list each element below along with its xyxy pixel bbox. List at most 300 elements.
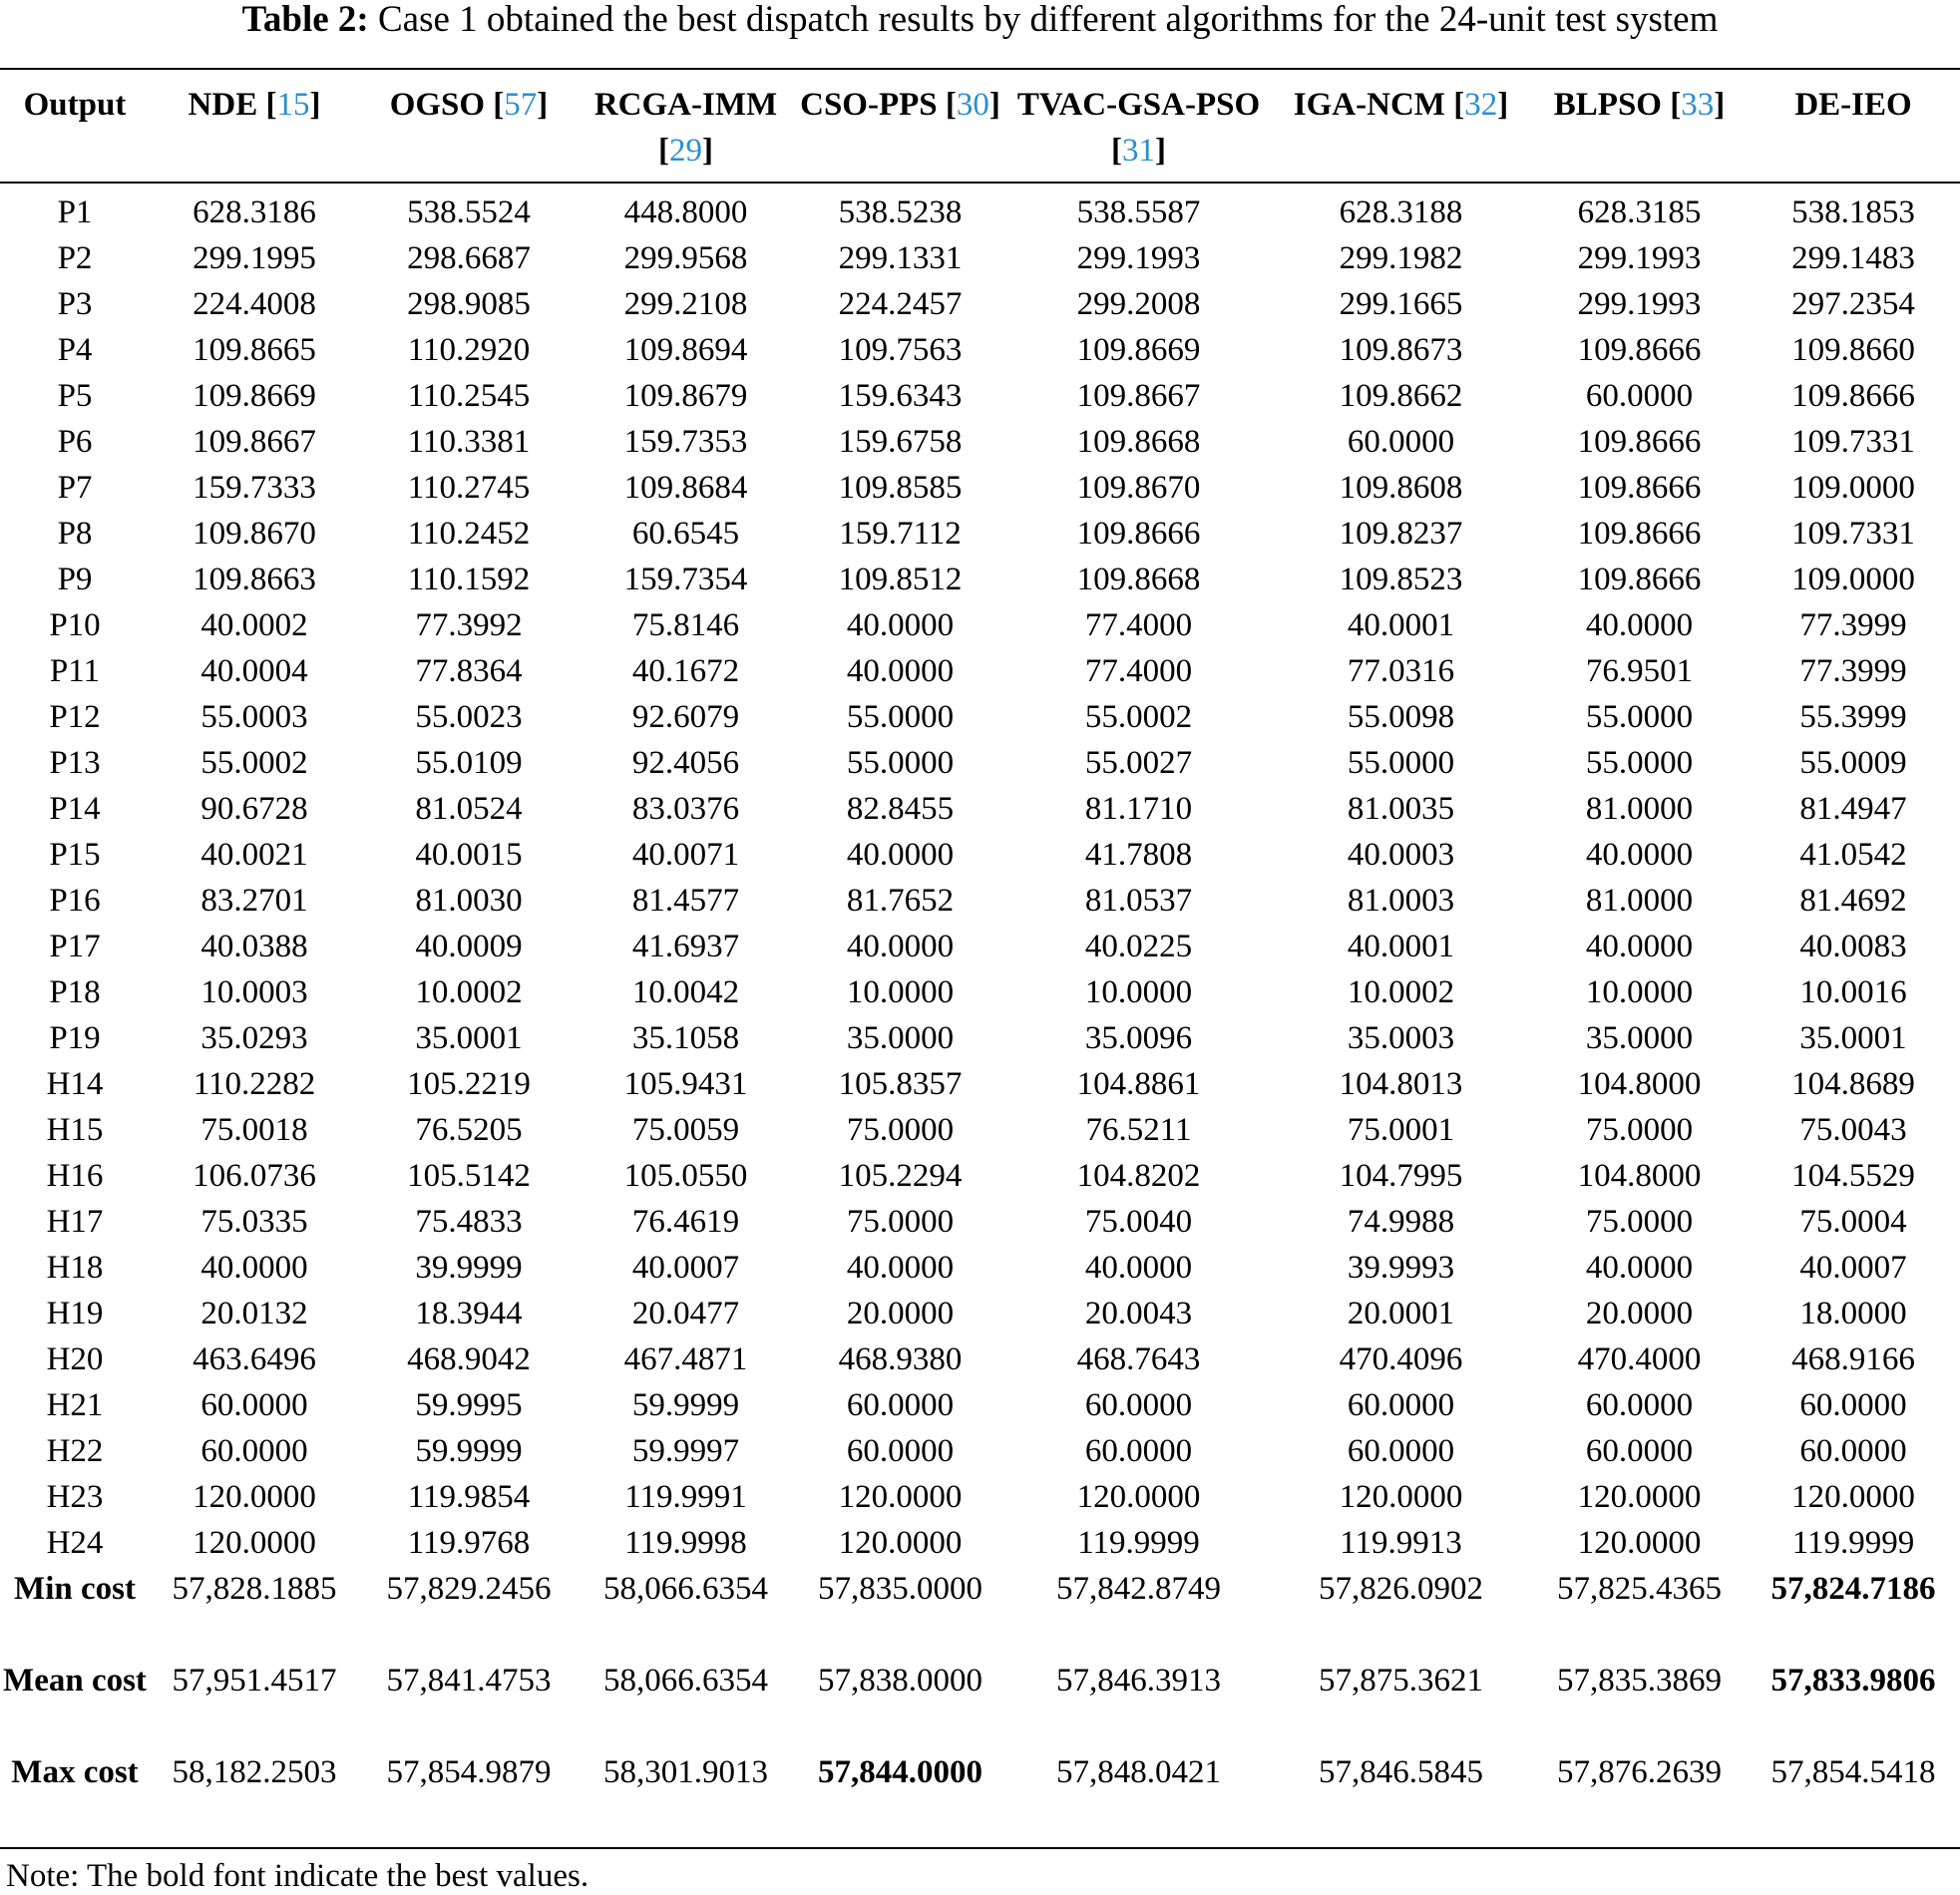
column-header [0, 69, 150, 183]
table-cell: 90.6728 [200, 791, 308, 827]
table-cell: 110.2452 [407, 516, 531, 552]
table-cell: 105.2219 [407, 1066, 531, 1102]
table-cell: 40.0004 [200, 653, 308, 689]
table-cell: 628.3186 [193, 194, 316, 230]
citation-link[interactable]: 30 [956, 87, 989, 123]
table-cell: 299.1995 [193, 240, 316, 276]
table-row [0, 511, 1960, 557]
citation-link[interactable]: 15 [276, 87, 310, 123]
table-cell: 76.4619 [631, 1204, 740, 1240]
table-cell: 60.0000 [200, 1433, 308, 1469]
table-cell: 468.9042 [407, 1341, 531, 1377]
table-cell: 82.8455 [846, 791, 955, 827]
table-cell: 119.9768 [407, 1525, 531, 1561]
table-cell: 81.0000 [1585, 883, 1694, 919]
row-label: P11 [49, 653, 101, 689]
table-cell: 57,835.3869 [1557, 1663, 1722, 1699]
table-row [0, 969, 1960, 1015]
table-cell: 104.8000 [1577, 1066, 1702, 1102]
table-cell: 75.0000 [1585, 1112, 1694, 1148]
best-value-cell: 57,844.0000 [818, 1754, 982, 1790]
table-cell: 40.0000 [1585, 837, 1694, 873]
table-cell: 109.8673 [1339, 332, 1463, 368]
table-row [0, 327, 1960, 373]
table-cell: 60.0000 [1585, 378, 1694, 414]
table-cell: 109.8585 [838, 470, 963, 506]
table-cell: 35.0096 [1084, 1020, 1193, 1056]
row-label: P13 [49, 745, 101, 781]
row-label: P14 [49, 791, 101, 827]
table-cell: 76.5211 [1085, 1112, 1192, 1148]
table-cell: 57,842.8749 [1056, 1571, 1221, 1607]
table-cell: 40.0000 [846, 1250, 955, 1286]
table-cell: 60.0000 [846, 1387, 955, 1423]
table-cell: 109.8662 [1339, 378, 1463, 414]
table-cell: 628.3188 [1339, 194, 1463, 230]
table-cell: 299.2108 [623, 286, 748, 322]
table-cell: 74.9988 [1347, 1204, 1455, 1240]
table-cell: 57,846.3913 [1056, 1663, 1221, 1699]
table-cell: 299.1993 [1577, 240, 1702, 276]
row-label: P9 [57, 562, 93, 597]
table-cell: 298.6687 [407, 240, 531, 276]
table-body [0, 183, 1960, 1848]
row-label: P5 [57, 378, 93, 414]
row-label: H24 [46, 1525, 104, 1561]
table-cell: 35.0293 [200, 1020, 308, 1056]
summary-row-label: Mean cost [3, 1663, 147, 1699]
table-cell: 110.2545 [407, 378, 531, 414]
table-cell: 81.1710 [1084, 791, 1193, 827]
table-cell: 448.8000 [623, 194, 748, 230]
column-header-name: TVAC-GSA-PSO [1016, 87, 1261, 123]
table-cell: 81.4577 [631, 883, 740, 919]
table-cell: 109.8679 [623, 378, 748, 414]
table-cell: 104.8689 [1791, 1066, 1915, 1102]
table-cell: 20.0001 [1347, 1296, 1455, 1331]
table-cell: 81.4947 [1799, 791, 1907, 827]
table-cell: 81.0030 [415, 883, 523, 919]
citation-link[interactable]: 57 [504, 87, 538, 123]
table-cell: 55.0000 [1585, 699, 1694, 735]
table-cell: 159.6758 [838, 424, 963, 460]
column-header: OGSO [57] [389, 87, 549, 123]
table-cell: 55.0000 [1347, 745, 1455, 781]
table-cell: 109.0000 [1791, 562, 1915, 597]
table-cell: 109.8669 [193, 378, 316, 414]
table-cell: 538.1853 [1791, 194, 1915, 230]
table-cell: 55.0027 [1084, 745, 1193, 781]
table-cell: 60.0000 [1084, 1433, 1193, 1469]
citation-link[interactable]: 33 [1681, 87, 1715, 123]
column-header: RCGA-IMM [29] [593, 87, 778, 169]
column-header: BLPSO [33] [1553, 87, 1726, 123]
row-label: P8 [57, 516, 93, 552]
table-cell: 297.2354 [1791, 286, 1915, 322]
table-header [0, 69, 1960, 183]
table-caption [0, 0, 1960, 40]
table-cell: 110.1592 [407, 562, 531, 597]
table-cell: 109.8666 [1076, 516, 1201, 552]
table-cell: 40.0001 [1347, 607, 1455, 643]
table-cell: 60.0000 [1347, 424, 1455, 460]
table-cell: 468.9380 [838, 1341, 963, 1377]
table-cell: 60.6545 [631, 516, 740, 552]
table-cell: 60.0000 [1084, 1387, 1193, 1423]
citation-link[interactable]: 29 [669, 133, 702, 169]
table-cell: 55.3999 [1799, 699, 1907, 735]
table-row [0, 183, 1960, 235]
table-cell: 109.8666 [1577, 562, 1702, 597]
table-cell: 55.0003 [200, 699, 308, 735]
table-cell: 109.7331 [1791, 424, 1915, 460]
table-cell: 109.8660 [1791, 332, 1915, 368]
table-row [0, 832, 1960, 878]
table-row [0, 1153, 1960, 1199]
table-cell: 40.0007 [631, 1250, 740, 1286]
table-cell: 60.0000 [200, 1387, 308, 1423]
table-cell: 159.6343 [838, 378, 963, 414]
row-label: H14 [46, 1066, 104, 1102]
table-cell: 57,825.4365 [1557, 1571, 1722, 1607]
table-cell: 75.0004 [1799, 1204, 1907, 1240]
row-label: H18 [46, 1250, 104, 1286]
table-cell: 75.0043 [1799, 1112, 1907, 1148]
best-value-cell: 57,833.9806 [1770, 1663, 1936, 1699]
table-cell: 58,066.6354 [603, 1663, 768, 1699]
table-cell: 75.0040 [1084, 1204, 1193, 1240]
table-cell: 10.0000 [1084, 974, 1193, 1010]
table-row [0, 1520, 1960, 1566]
header-row [0, 69, 1960, 183]
table-row [0, 235, 1960, 281]
table-cell: 40.0007 [1799, 1250, 1907, 1286]
table-cell: 109.8512 [838, 562, 963, 597]
table-cell: 159.7353 [623, 424, 748, 460]
table-cell: 109.8523 [1339, 562, 1463, 597]
table-cell: 75.0000 [846, 1204, 955, 1240]
row-label: H17 [46, 1204, 104, 1240]
column-header-name: DE-IEO [1794, 87, 1912, 123]
table-cell: 119.9913 [1340, 1525, 1462, 1561]
table-cell: 10.0000 [846, 974, 955, 1010]
table-cell: 224.4008 [193, 286, 316, 322]
column-header-name: Output [23, 87, 127, 123]
table-cell: 75.0000 [846, 1112, 955, 1148]
table-cell: 77.3999 [1799, 607, 1907, 643]
table-cell: 40.0000 [1585, 929, 1694, 964]
table-cell: 109.0000 [1791, 470, 1915, 506]
table-cell: 104.8013 [1339, 1066, 1463, 1102]
table-cell: 83.0376 [631, 791, 740, 827]
column-header: TVAC-GSA-PSO [31] [1016, 87, 1261, 169]
row-label: H22 [46, 1433, 104, 1469]
table-cell: 299.2008 [1076, 286, 1201, 322]
best-value-cell: 57,824.7186 [1770, 1571, 1936, 1607]
table-cell: 75.8146 [631, 607, 740, 643]
row-label: H15 [46, 1112, 104, 1148]
table-cell: 59.9999 [631, 1387, 740, 1423]
table-row [0, 1474, 1960, 1520]
table-cell: 20.0000 [1585, 1296, 1694, 1331]
table-cell: 299.1993 [1577, 286, 1702, 322]
table-cell: 55.0000 [846, 745, 955, 781]
table-cell: 299.1982 [1339, 240, 1463, 276]
table-cell: 109.8670 [193, 516, 316, 552]
table-cell: 468.7643 [1076, 1341, 1201, 1377]
summary-row-label: Min cost [14, 1571, 136, 1607]
table-cell: 55.0009 [1799, 745, 1907, 781]
table-cell: 81.0003 [1347, 883, 1455, 919]
table-cell: 105.0550 [623, 1158, 748, 1194]
table-cell: 60.0000 [1347, 1387, 1455, 1423]
table-cell: 76.5205 [415, 1112, 523, 1148]
table-row [0, 602, 1960, 648]
table-cell: 40.0009 [415, 929, 523, 964]
table-cell: 77.4000 [1084, 607, 1193, 643]
table-cell: 60.0000 [1799, 1387, 1907, 1423]
table-cell: 105.2294 [838, 1158, 963, 1194]
table-cell: 299.1331 [838, 240, 963, 276]
table-cell: 20.0043 [1084, 1296, 1193, 1331]
table-row [0, 1291, 1960, 1336]
summary-row-label: Max cost [11, 1754, 139, 1790]
table-cell: 109.8666 [1577, 332, 1702, 368]
table-cell: 57,854.5418 [1770, 1754, 1936, 1790]
table-cell: 77.3992 [415, 607, 523, 643]
table-cell: 10.0003 [200, 974, 308, 1010]
table-cell: 18.3944 [415, 1296, 523, 1331]
row-label: H16 [46, 1158, 104, 1194]
row-label: H23 [46, 1479, 104, 1515]
table-cell: 104.8000 [1577, 1158, 1702, 1194]
table-cell: 10.0000 [1585, 974, 1694, 1010]
table-row [0, 557, 1960, 602]
row-label: P6 [57, 424, 93, 460]
summary-row [0, 1566, 1960, 1658]
table-cell: 628.3185 [1577, 194, 1702, 230]
table-cell: 81.0537 [1084, 883, 1193, 919]
row-label: P19 [49, 1020, 101, 1056]
table-cell: 119.9999 [1791, 1525, 1915, 1561]
table-cell: 120.0000 [1577, 1479, 1702, 1515]
row-label: P18 [49, 974, 101, 1010]
caption-text: Case 1 obtained the best dispatch results by different algorithms for the 24-unit test system [378, 0, 1719, 40]
table-cell: 57,828.1885 [172, 1571, 337, 1607]
table-cell: 470.4096 [1339, 1341, 1463, 1377]
table-cell: 104.7995 [1339, 1158, 1463, 1194]
table-cell: 109.8670 [1076, 470, 1201, 506]
table-row [0, 1015, 1960, 1061]
table-cell: 470.4000 [1577, 1341, 1702, 1377]
table-cell: 109.8668 [1076, 424, 1201, 460]
table-cell: 40.1672 [631, 653, 740, 689]
table-cell: 60.0000 [1347, 1433, 1455, 1469]
table-cell: 40.0021 [200, 837, 308, 873]
table-cell: 120.0000 [193, 1525, 316, 1561]
row-label: P3 [57, 286, 93, 322]
table-cell: 40.0000 [846, 929, 955, 964]
citation-link[interactable]: 31 [1122, 133, 1155, 169]
table-cell: 92.6079 [631, 699, 740, 735]
row-label: P12 [49, 699, 101, 735]
table-cell: 55.0098 [1347, 699, 1455, 735]
row-label: P4 [57, 332, 93, 368]
table-cell: 59.9999 [415, 1433, 523, 1469]
table-cell: 92.4056 [631, 745, 740, 781]
table-cell: 58,066.6354 [603, 1571, 768, 1607]
table-cell: 57,829.2456 [386, 1571, 552, 1607]
table-cell: 538.5524 [407, 194, 531, 230]
table-cell: 20.0000 [846, 1296, 955, 1331]
table-cell: 55.0002 [1084, 699, 1193, 735]
table-cell: 40.0388 [200, 929, 308, 964]
table-cell: 119.9998 [624, 1525, 747, 1561]
table-cell: 75.0001 [1347, 1112, 1455, 1148]
table-cell: 81.7652 [846, 883, 955, 919]
table-cell: 120.0000 [1076, 1479, 1201, 1515]
table-cell: 40.0000 [1084, 1250, 1193, 1286]
table-cell: 109.8668 [1076, 562, 1201, 597]
table-cell: 75.0335 [200, 1204, 308, 1240]
table-row [0, 694, 1960, 740]
table-cell: 109.8663 [193, 562, 316, 597]
table-cell: 109.8684 [623, 470, 748, 506]
table-cell: 110.2282 [193, 1066, 316, 1102]
table-cell: 75.0018 [200, 1112, 308, 1148]
table-row [0, 465, 1960, 511]
table-cell: 298.9085 [407, 286, 531, 322]
column-header-name: RCGA-IMM [593, 87, 778, 123]
table-cell: 109.8665 [193, 332, 316, 368]
column-header: CSO-PPS [30] [800, 87, 1000, 123]
table-cell: 224.2457 [838, 286, 963, 322]
table-cell: 58,301.9013 [603, 1754, 768, 1790]
table-cell: 120.0000 [838, 1525, 963, 1561]
table-cell: 119.9999 [1077, 1525, 1200, 1561]
table-cell: 39.9993 [1347, 1250, 1455, 1286]
table-row [0, 878, 1960, 924]
table-cell: 40.0083 [1799, 929, 1907, 964]
table-cell: 109.8608 [1339, 470, 1463, 506]
row-label: P2 [57, 240, 93, 276]
table-cell: 40.0002 [200, 607, 308, 643]
column-header [1747, 69, 1960, 183]
row-label: P7 [57, 470, 93, 506]
table-cell: 55.0000 [846, 699, 955, 735]
table-cell: 109.8666 [1577, 424, 1702, 460]
table-cell: 35.0003 [1347, 1020, 1455, 1056]
table-cell: 40.0000 [846, 837, 955, 873]
table-note: Note: The bold font indicate the best values. [6, 1858, 589, 1894]
row-label: H20 [46, 1341, 104, 1377]
table-cell: 120.0000 [1791, 1479, 1915, 1515]
row-label: H19 [46, 1296, 104, 1331]
table-cell: 538.5587 [1076, 194, 1201, 230]
summary-row [0, 1658, 1960, 1749]
table-cell: 109.8694 [623, 332, 748, 368]
table-cell: 105.9431 [623, 1066, 748, 1102]
table-cell: 57,848.0421 [1056, 1754, 1221, 1790]
table-cell: 81.0035 [1347, 791, 1455, 827]
table-cell: 110.2920 [407, 332, 531, 368]
table-cell: 40.0015 [415, 837, 523, 873]
table-cell: 83.2701 [200, 883, 308, 919]
table-cell: 57,876.2639 [1557, 1754, 1722, 1790]
table-cell: 109.8666 [1577, 470, 1702, 506]
table-cell: 58,182.2503 [172, 1754, 337, 1790]
table-cell: 35.0000 [846, 1020, 955, 1056]
table-cell: 105.5142 [407, 1158, 531, 1194]
table-cell: 57,835.0000 [818, 1571, 982, 1607]
table-cell: 299.1483 [1791, 240, 1915, 276]
table-cell: 40.0225 [1084, 929, 1193, 964]
table-cell: 10.0002 [415, 974, 523, 1010]
table-cell: 109.8667 [1076, 378, 1201, 414]
caption-label: Table 2: [241, 0, 369, 40]
table-cell: 463.6496 [193, 1341, 316, 1377]
table-cell: 35.0000 [1585, 1020, 1694, 1056]
table-row [0, 1336, 1960, 1382]
results-table-container [0, 68, 1960, 1849]
table-cell: 109.8237 [1339, 516, 1463, 552]
row-label: P15 [49, 837, 101, 873]
table-row [0, 419, 1960, 465]
citation-link[interactable]: 32 [1464, 87, 1498, 123]
table-cell: 77.8364 [415, 653, 523, 689]
table-cell: 299.1993 [1076, 240, 1201, 276]
table-cell: 60.0000 [1585, 1387, 1694, 1423]
table-cell: 159.7112 [839, 516, 962, 552]
table-cell: 299.1665 [1339, 286, 1463, 322]
table-cell: 159.7354 [623, 562, 748, 597]
table-cell: 60.0000 [1585, 1433, 1694, 1469]
table-cell: 120.0000 [193, 1479, 316, 1515]
table-cell: 106.0736 [193, 1158, 316, 1194]
table-row [0, 1245, 1960, 1291]
table-cell: 40.0071 [631, 837, 740, 873]
summary-row [0, 1749, 1960, 1848]
table-row [0, 924, 1960, 969]
table-cell: 60.0000 [846, 1433, 955, 1469]
table-cell: 60.0000 [1799, 1433, 1907, 1469]
table-cell: 81.4692 [1799, 883, 1907, 919]
table-cell: 41.0542 [1799, 837, 1907, 873]
column-header-name: IGA-NCM [1293, 87, 1445, 123]
table-cell: 109.8666 [1577, 516, 1702, 552]
table-cell: 104.5529 [1791, 1158, 1915, 1194]
table-cell: 55.0023 [415, 699, 523, 735]
table-cell: 109.8666 [1791, 378, 1915, 414]
row-label: P16 [49, 883, 101, 919]
column-header-name: OGSO [389, 87, 486, 123]
table-row [0, 281, 1960, 327]
table-cell: 41.7808 [1084, 837, 1193, 873]
table-cell: 55.0000 [1585, 745, 1694, 781]
table-cell: 41.6937 [631, 929, 740, 964]
table-cell: 76.9501 [1585, 653, 1694, 689]
table-cell: 10.0002 [1347, 974, 1455, 1010]
column-header: IGA-NCM [32] [1293, 87, 1509, 123]
column-header-name: BLPSO [1553, 87, 1662, 123]
table-cell: 110.3381 [407, 424, 531, 460]
table-cell: 57,838.0000 [818, 1663, 982, 1699]
table-cell: 40.0000 [1585, 607, 1694, 643]
table-cell: 104.8202 [1076, 1158, 1201, 1194]
table-row [0, 1061, 1960, 1107]
row-label: H21 [46, 1387, 104, 1423]
table-cell: 109.7331 [1791, 516, 1915, 552]
